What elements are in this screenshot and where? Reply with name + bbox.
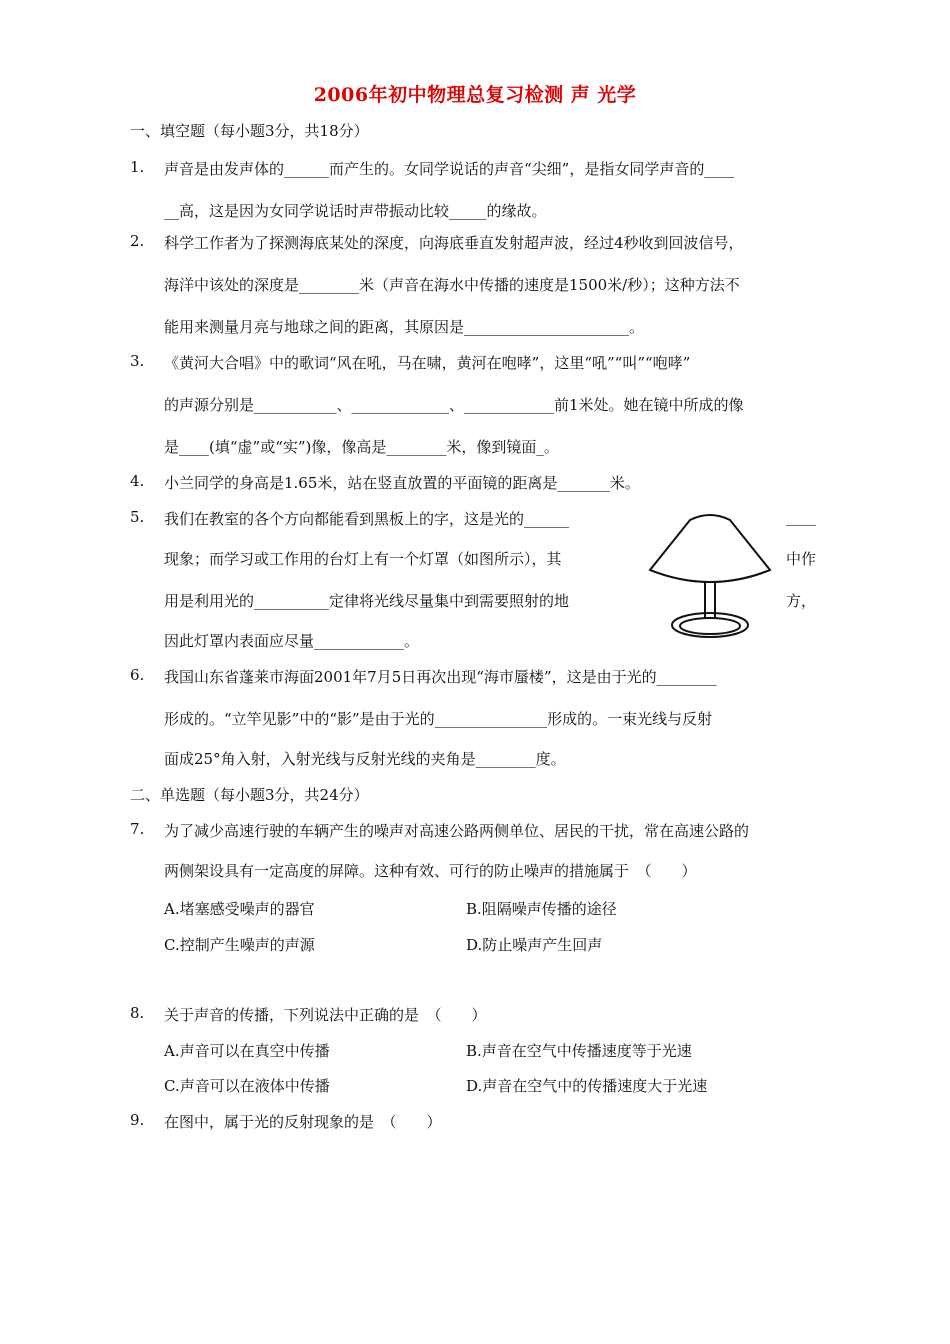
- question-text: 是____(填“虚”或“实”)像，像高是________米，像到镜面_。: [164, 438, 559, 456]
- question-text: 科学工作者为了探测海底某处的深度，向海底垂直发射超声波，经过4秒收到回波信号，: [164, 234, 744, 252]
- question-number: 7.: [130, 820, 145, 838]
- option-a: A.堵塞感受噪声的器官: [164, 900, 315, 918]
- question-text: 小兰同学的身高是1.65米，站在竖直放置的平面镜的距离是_______米。: [164, 474, 640, 492]
- question-text: ____: [786, 508, 816, 526]
- section-heading-single-choice: 二、单选题（每小题3分，共24分）: [130, 786, 369, 804]
- option-d: D.声音在空气中的传播速度大于光速: [466, 1077, 708, 1095]
- question-text: 方，: [786, 592, 817, 610]
- question-text: 能用来测量月亮与地球之间的距离，其原因是______________________。: [164, 318, 645, 336]
- option-b: B.阻隔噪声传播的途径: [466, 900, 617, 918]
- question-text: 中作: [786, 550, 817, 568]
- question-text: 我国山东省蓬莱市海面2001年7月5日再次出现“海市蜃楼”，这是由于光的________: [164, 668, 717, 686]
- desk-lamp-figure: [646, 510, 774, 640]
- question-number: 8.: [130, 1004, 145, 1022]
- question-text: 海洋中该处的深度是________米（声音在海水中传播的速度是1500米/秒）；这种方法不: [164, 276, 740, 294]
- option-b: B.声音在空气中传播速度等于光速: [466, 1042, 692, 1060]
- question-number: 5.: [130, 508, 145, 526]
- page-title: 2006年初中物理总复习检测 声 光学: [313, 84, 637, 106]
- option-c: C.控制产生噪声的声源: [164, 936, 315, 954]
- question-text: 《黄河大合唱》中的歌词“风在吼，马在啸，黄河在咆哮”，这里“吼”“叫”“咆哮”: [164, 354, 691, 372]
- question-text: __高，这是因为女同学说话时声带振动比较_____的缘故。: [164, 202, 547, 220]
- section-heading-fill-blank: 一、填空题（每小题3分，共18分）: [130, 122, 369, 140]
- option-c: C.声音可以在液体中传播: [164, 1077, 330, 1095]
- question-text: 声音是由发声体的______而产生的。女同学说话的声音“尖细”，是指女同学声音的____: [164, 160, 735, 178]
- question-text: 因此灯罩内表面应尽量____________。: [164, 632, 420, 650]
- question-text: 关于声音的传播，下列说法中正确的是 （ ）: [164, 1006, 487, 1024]
- option-a: A.声音可以在真空中传播: [164, 1042, 330, 1060]
- question-text: 现象；而学习或工作用的台灯上有一个灯罩（如图所示），其: [164, 550, 562, 568]
- question-text: 两侧架设具有一定高度的屏障。这种有效、可行的防止噪声的措施属于 （ ）: [164, 862, 697, 880]
- question-text: 我们在教室的各个方向都能看到黑板上的字，这是光的______: [164, 510, 570, 528]
- question-text: 用是利用光的__________定律将光线尽量集中到需要照射的地: [164, 592, 570, 610]
- question-text: 的声源分别是___________、_____________、____________前1米处。她在镜中所成的像: [164, 396, 744, 414]
- question-number: 2.: [130, 232, 145, 250]
- question-number: 6.: [130, 666, 145, 684]
- question-text: 形成的。“立竿见影”中的“影”是由于光的_______________形成的。一束光线与反射: [164, 710, 713, 728]
- question-number: 3.: [130, 352, 145, 370]
- question-number: 4.: [130, 472, 145, 490]
- question-text: 为了减少高速行驶的车辆产生的噪声对高速公路两侧单位、居民的干扰，常在高速公路的: [164, 822, 750, 840]
- question-number: 1.: [130, 158, 145, 176]
- question-text: 在图中，属于光的反射现象的是 （ ）: [164, 1113, 442, 1131]
- question-text: 面成25°角入射，入射光线与反射光线的夹角是________度。: [164, 750, 566, 768]
- question-number: 9.: [130, 1111, 145, 1129]
- option-d: D.防止噪声产生回声: [466, 936, 603, 954]
